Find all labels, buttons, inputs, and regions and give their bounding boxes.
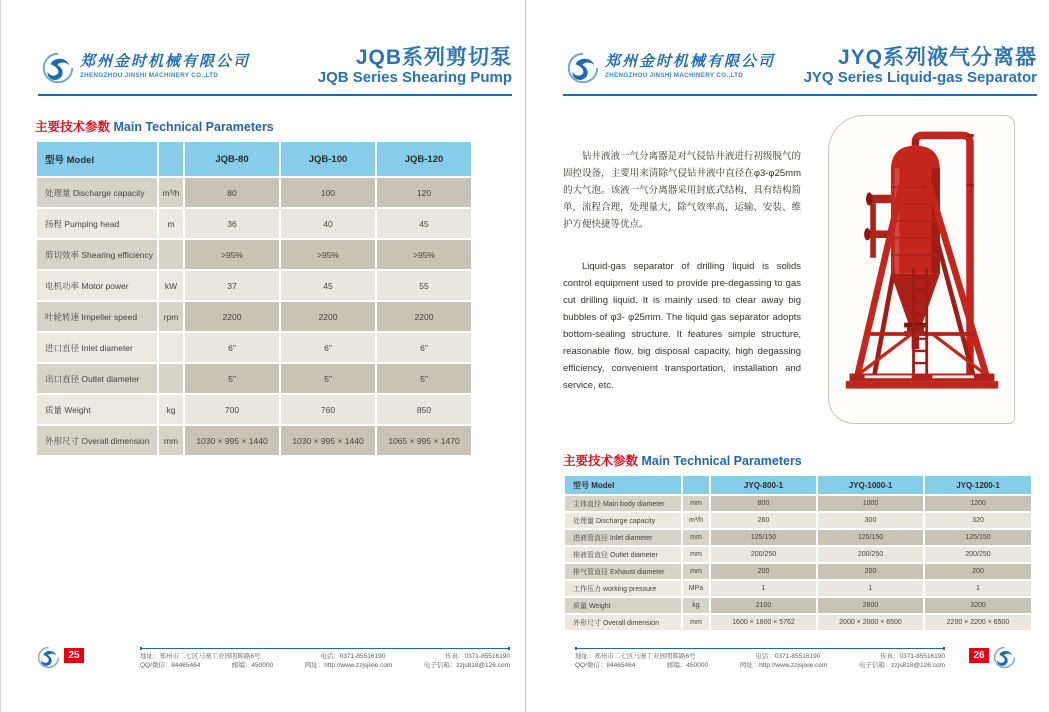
model-header: JYQ-800-1 [711, 476, 816, 494]
spec-unit-cell: m³/h [683, 513, 709, 528]
spec-value-cell: 6" [281, 333, 375, 362]
spec-label-cell: 进液管直径 Inlet diameter [565, 530, 681, 545]
spec-value-cell: 200 [818, 564, 923, 579]
company-logo [40, 50, 250, 91]
spec-value-cell: 850 [377, 395, 471, 424]
page-number: 26 [969, 648, 989, 663]
footer-phone: 电话：0371-85516190 [755, 653, 821, 660]
company-logo-text [605, 50, 775, 79]
table-header-row [37, 142, 471, 176]
spec-unit-cell [159, 240, 183, 269]
footer-divider [575, 648, 945, 649]
spec-label-cell: 扬程 Pumping head [37, 209, 157, 238]
page-title [804, 46, 1037, 86]
spec-label-cell: 外形尺寸 Overall dimension [565, 615, 681, 630]
page-title-cn: JYQ系列液气分离器 [837, 46, 1037, 69]
spec-label-cell: 处理量 Discharge capacity [565, 513, 681, 528]
spec-value-cell: 100 [281, 178, 375, 207]
section-title-en: Main Technical Parameters [113, 120, 274, 134]
model-header: JQB-120 [377, 142, 471, 176]
header-divider [38, 94, 512, 96]
spec-unit-cell [159, 364, 183, 393]
spec-value-cell: 2100 [711, 598, 816, 613]
spec-row [37, 426, 471, 455]
spec-value-cell: >95% [281, 240, 375, 269]
footer-info [140, 648, 510, 670]
spec-row [37, 271, 471, 300]
footer-contact-row-2 [575, 661, 945, 670]
spec-value-cell: 37 [185, 271, 279, 300]
page-title-cn: JQB系列剪切泵 [355, 46, 512, 69]
model-header: JYQ-1200-1 [925, 476, 1031, 494]
spec-label-cell: 叶轮转速 Impeller speed [37, 302, 157, 331]
spec-value-cell: 1000 [818, 496, 923, 511]
spec-row [565, 564, 1031, 579]
company-name-en: ZHENGZHOU JINSHI MACHINERY CO.,LTD [80, 72, 219, 79]
spec-value-cell: 200/250 [818, 547, 923, 562]
spec-value-cell: 300 [818, 513, 923, 528]
footer-fax: 传真：0371-85516190 [444, 653, 510, 660]
spec-row [37, 333, 471, 362]
footer-phone: 电话：0371-85516190 [320, 653, 386, 660]
spec-value-cell: 120 [377, 178, 471, 207]
spec-value-cell: 700 [185, 395, 279, 424]
spec-value-cell: 1 [818, 581, 923, 596]
spec-value-cell: 1 [925, 581, 1031, 596]
spec-value-cell: 80 [185, 178, 279, 207]
spec-row [565, 547, 1031, 562]
spec-value-cell: 2200 × 2200 × 6500 [925, 615, 1031, 630]
page-title-en: JQB Series Shearing Pump [317, 69, 512, 86]
model-header: JQB-80 [185, 142, 279, 176]
spec-unit-cell [159, 333, 183, 362]
section-title [563, 451, 802, 469]
spec-unit-cell: MPa [683, 581, 709, 596]
company-logo-icon [565, 50, 601, 91]
spec-value-cell: 125/150 [925, 530, 1031, 545]
spec-label-cell: 质量 Weight [37, 395, 157, 424]
spec-value-cell: 2200 [281, 302, 375, 331]
spec-value-cell: 5" [377, 364, 471, 393]
page-title-en: JYQ Series Liquid-gas Separator [803, 69, 1037, 86]
spec-value-cell: 1 [711, 581, 816, 596]
spec-label-cell: 外形尺寸 Overall dimension [37, 426, 157, 455]
spec-row [37, 364, 471, 393]
spec-value-cell: 6" [185, 333, 279, 362]
spec-label-cell: 质量 Weight [565, 598, 681, 613]
page-title [318, 46, 512, 86]
spec-label-cell: 主体直径 Main body diameter [565, 496, 681, 511]
company-logo-icon [40, 50, 76, 91]
spec-unit-cell: kg [683, 598, 709, 613]
section-title [35, 117, 274, 135]
footer-fax: 传真：0371-85516190 [879, 653, 945, 660]
spec-row [37, 302, 471, 331]
intro-paragraph-cn: 钻井液液一气分离器是对气侵钻井液进行初级脱气的固控设备，主要用来清除气侵钻井液中直径在φ3-φ25mm的大气泡。该液一气分离器采用封底式结构，具有结构简单，流程合理，处理量大，除气效率高，运输、安装、维护方便快捷等优点。 [563, 151, 801, 230]
spec-value-cell: 40 [281, 209, 375, 238]
company-name-cn: 郑州金时机械有限公司 [605, 53, 776, 70]
footer-qq: QQ/微信：84465464 [140, 662, 201, 669]
footer-address: 地址：郑州市二七区马寨工业园明晖路6号 [575, 653, 696, 660]
spec-unit-cell: mm [683, 547, 709, 562]
model-column-header: 型号 Model [37, 142, 157, 176]
footer-contact-row-1 [575, 652, 945, 661]
footer-email: 电子信箱：zzjs818@126.com [423, 662, 510, 669]
spec-label-cell: 剪切效率 Shearing efficiency [37, 240, 157, 269]
liquid-gas-separator-image [842, 125, 1002, 415]
spec-label-cell: 进口直径 Inlet diameter [37, 333, 157, 362]
spec-row [565, 513, 1031, 528]
spec-row [37, 240, 471, 269]
spec-value-cell: 2200 [185, 302, 279, 331]
footer-contact-row-1 [140, 652, 510, 661]
spec-unit-cell: m [159, 209, 183, 238]
page-number: 25 [64, 648, 84, 663]
spec-value-cell: >95% [185, 240, 279, 269]
spec-row [565, 598, 1031, 613]
footer-qq: QQ/微信：84465464 [575, 662, 636, 669]
spec-value-cell: 5" [185, 364, 279, 393]
spec-value-cell: 800 [711, 496, 816, 511]
footer-logo-icon [36, 645, 61, 675]
spec-label-cell: 工作压力 working pressure [565, 581, 681, 596]
spec-value-cell: 2000 × 2000 × 6500 [818, 615, 923, 630]
page-fold-divider [525, 0, 526, 712]
spec-row [37, 395, 471, 424]
footer-postcode: 邮编：450000 [666, 662, 709, 669]
page-right-jyq [525, 0, 1050, 712]
company-logo [565, 50, 775, 91]
page-badge [969, 645, 1017, 675]
unit-column-header [683, 476, 709, 494]
spec-value-cell: 1200 [925, 496, 1031, 511]
spec-value-cell: 125/150 [818, 530, 923, 545]
section-title-cn: 主要技术参数 [563, 454, 639, 468]
spec-unit-cell: m³/h [159, 178, 183, 207]
spec-row [565, 496, 1031, 511]
footer-divider [140, 648, 510, 649]
intro-paragraph-en: Liquid-gas separator of drilling liquid is solids control equipment used to provide pre-degassing to gas cut drilling liquid. It is mainly used to clear away big bubbles of φ3- φ25mm. The liquid gas separator adopts bottom-sealing structure. It features simple structure, reasonable flow, big disposal capacity, high degassing efficiency, convenient transportation, installation and service, etc. [563, 261, 801, 391]
footer-website: 网址：http://www.zzjsjixie.com [304, 662, 393, 669]
spec-value-cell: 200/250 [711, 547, 816, 562]
spec-unit-cell: mm [159, 426, 183, 455]
footer-contact-row-2 [140, 661, 510, 670]
spec-unit-cell: kg [159, 395, 183, 424]
footer-logo-icon [992, 645, 1017, 675]
company-logo-text [80, 50, 250, 79]
footer-info [575, 648, 945, 670]
spec-unit-cell: kW [159, 271, 183, 300]
spec-row [565, 615, 1031, 630]
spec-value-cell: 6" [377, 333, 471, 362]
spec-value-cell: 760 [281, 395, 375, 424]
header-divider [563, 94, 1037, 96]
footer-address: 地址：郑州市二七区马寨工业园明晖路6号 [140, 653, 261, 660]
spec-label-cell: 处理量 Discharge capacity [37, 178, 157, 207]
spec-value-cell: 260 [711, 513, 816, 528]
spec-row [37, 209, 471, 238]
spec-value-cell: 1065 × 995 × 1470 [377, 426, 471, 455]
spec-value-cell: 200/250 [925, 547, 1031, 562]
jqb-spec-table [35, 140, 473, 457]
spec-label-cell: 排液管直径 Outlet diameter [565, 547, 681, 562]
company-name-cn: 郑州金时机械有限公司 [80, 53, 251, 70]
product-photo-frame [828, 115, 1015, 424]
spec-value-cell: 45 [281, 271, 375, 300]
section-title-cn: 主要技术参数 [35, 120, 111, 134]
table-header-row [565, 476, 1031, 494]
spec-unit-cell: mm [683, 496, 709, 511]
spec-row [37, 178, 471, 207]
footer-email: 电子信箱：zzjs818@126.com [858, 662, 945, 669]
spec-value-cell: 125/150 [711, 530, 816, 545]
jyq-spec-table [563, 474, 1033, 632]
company-name-en: ZHENGZHOU JINSHI MACHINERY CO.,LTD [605, 72, 744, 79]
section-title-en: Main Technical Parameters [641, 454, 802, 468]
spec-unit-cell: mm [683, 615, 709, 630]
spec-value-cell: 2200 [377, 302, 471, 331]
spec-value-cell: 320 [925, 513, 1031, 528]
spec-value-cell: 3200 [925, 598, 1031, 613]
spec-unit-cell: mm [683, 564, 709, 579]
unit-column-header [159, 142, 183, 176]
footer-postcode: 邮编：450000 [231, 662, 274, 669]
spec-value-cell: 55 [377, 271, 471, 300]
spec-value-cell: 200 [711, 564, 816, 579]
spec-row [565, 581, 1031, 596]
page-badge [36, 645, 84, 675]
model-header: JQB-100 [281, 142, 375, 176]
spec-value-cell: 2800 [818, 598, 923, 613]
spec-unit-cell: rpm [159, 302, 183, 331]
spec-value-cell: 200 [925, 564, 1031, 579]
spec-value-cell: 5" [281, 364, 375, 393]
footer-website: 网址：http://www.zzjsjixie.com [739, 662, 828, 669]
spec-label-cell: 排气管直径 Exhaust diameter [565, 564, 681, 579]
spec-value-cell: 45 [377, 209, 471, 238]
spec-value-cell: 1030 × 995 × 1440 [281, 426, 375, 455]
spec-value-cell: 36 [185, 209, 279, 238]
spec-value-cell: 1030 × 995 × 1440 [185, 426, 279, 455]
model-column-header: 型号 Model [565, 476, 681, 494]
model-header: JYQ-1000-1 [818, 476, 923, 494]
spec-value-cell: >95% [377, 240, 471, 269]
spec-row [565, 530, 1031, 545]
spec-label-cell: 出口直径 Outlet diameter [37, 364, 157, 393]
spec-value-cell: 1600 × 1600 × 5762 [711, 615, 816, 630]
spec-unit-cell: mm [683, 530, 709, 545]
spec-label-cell: 电机功率 Motor power [37, 271, 157, 300]
